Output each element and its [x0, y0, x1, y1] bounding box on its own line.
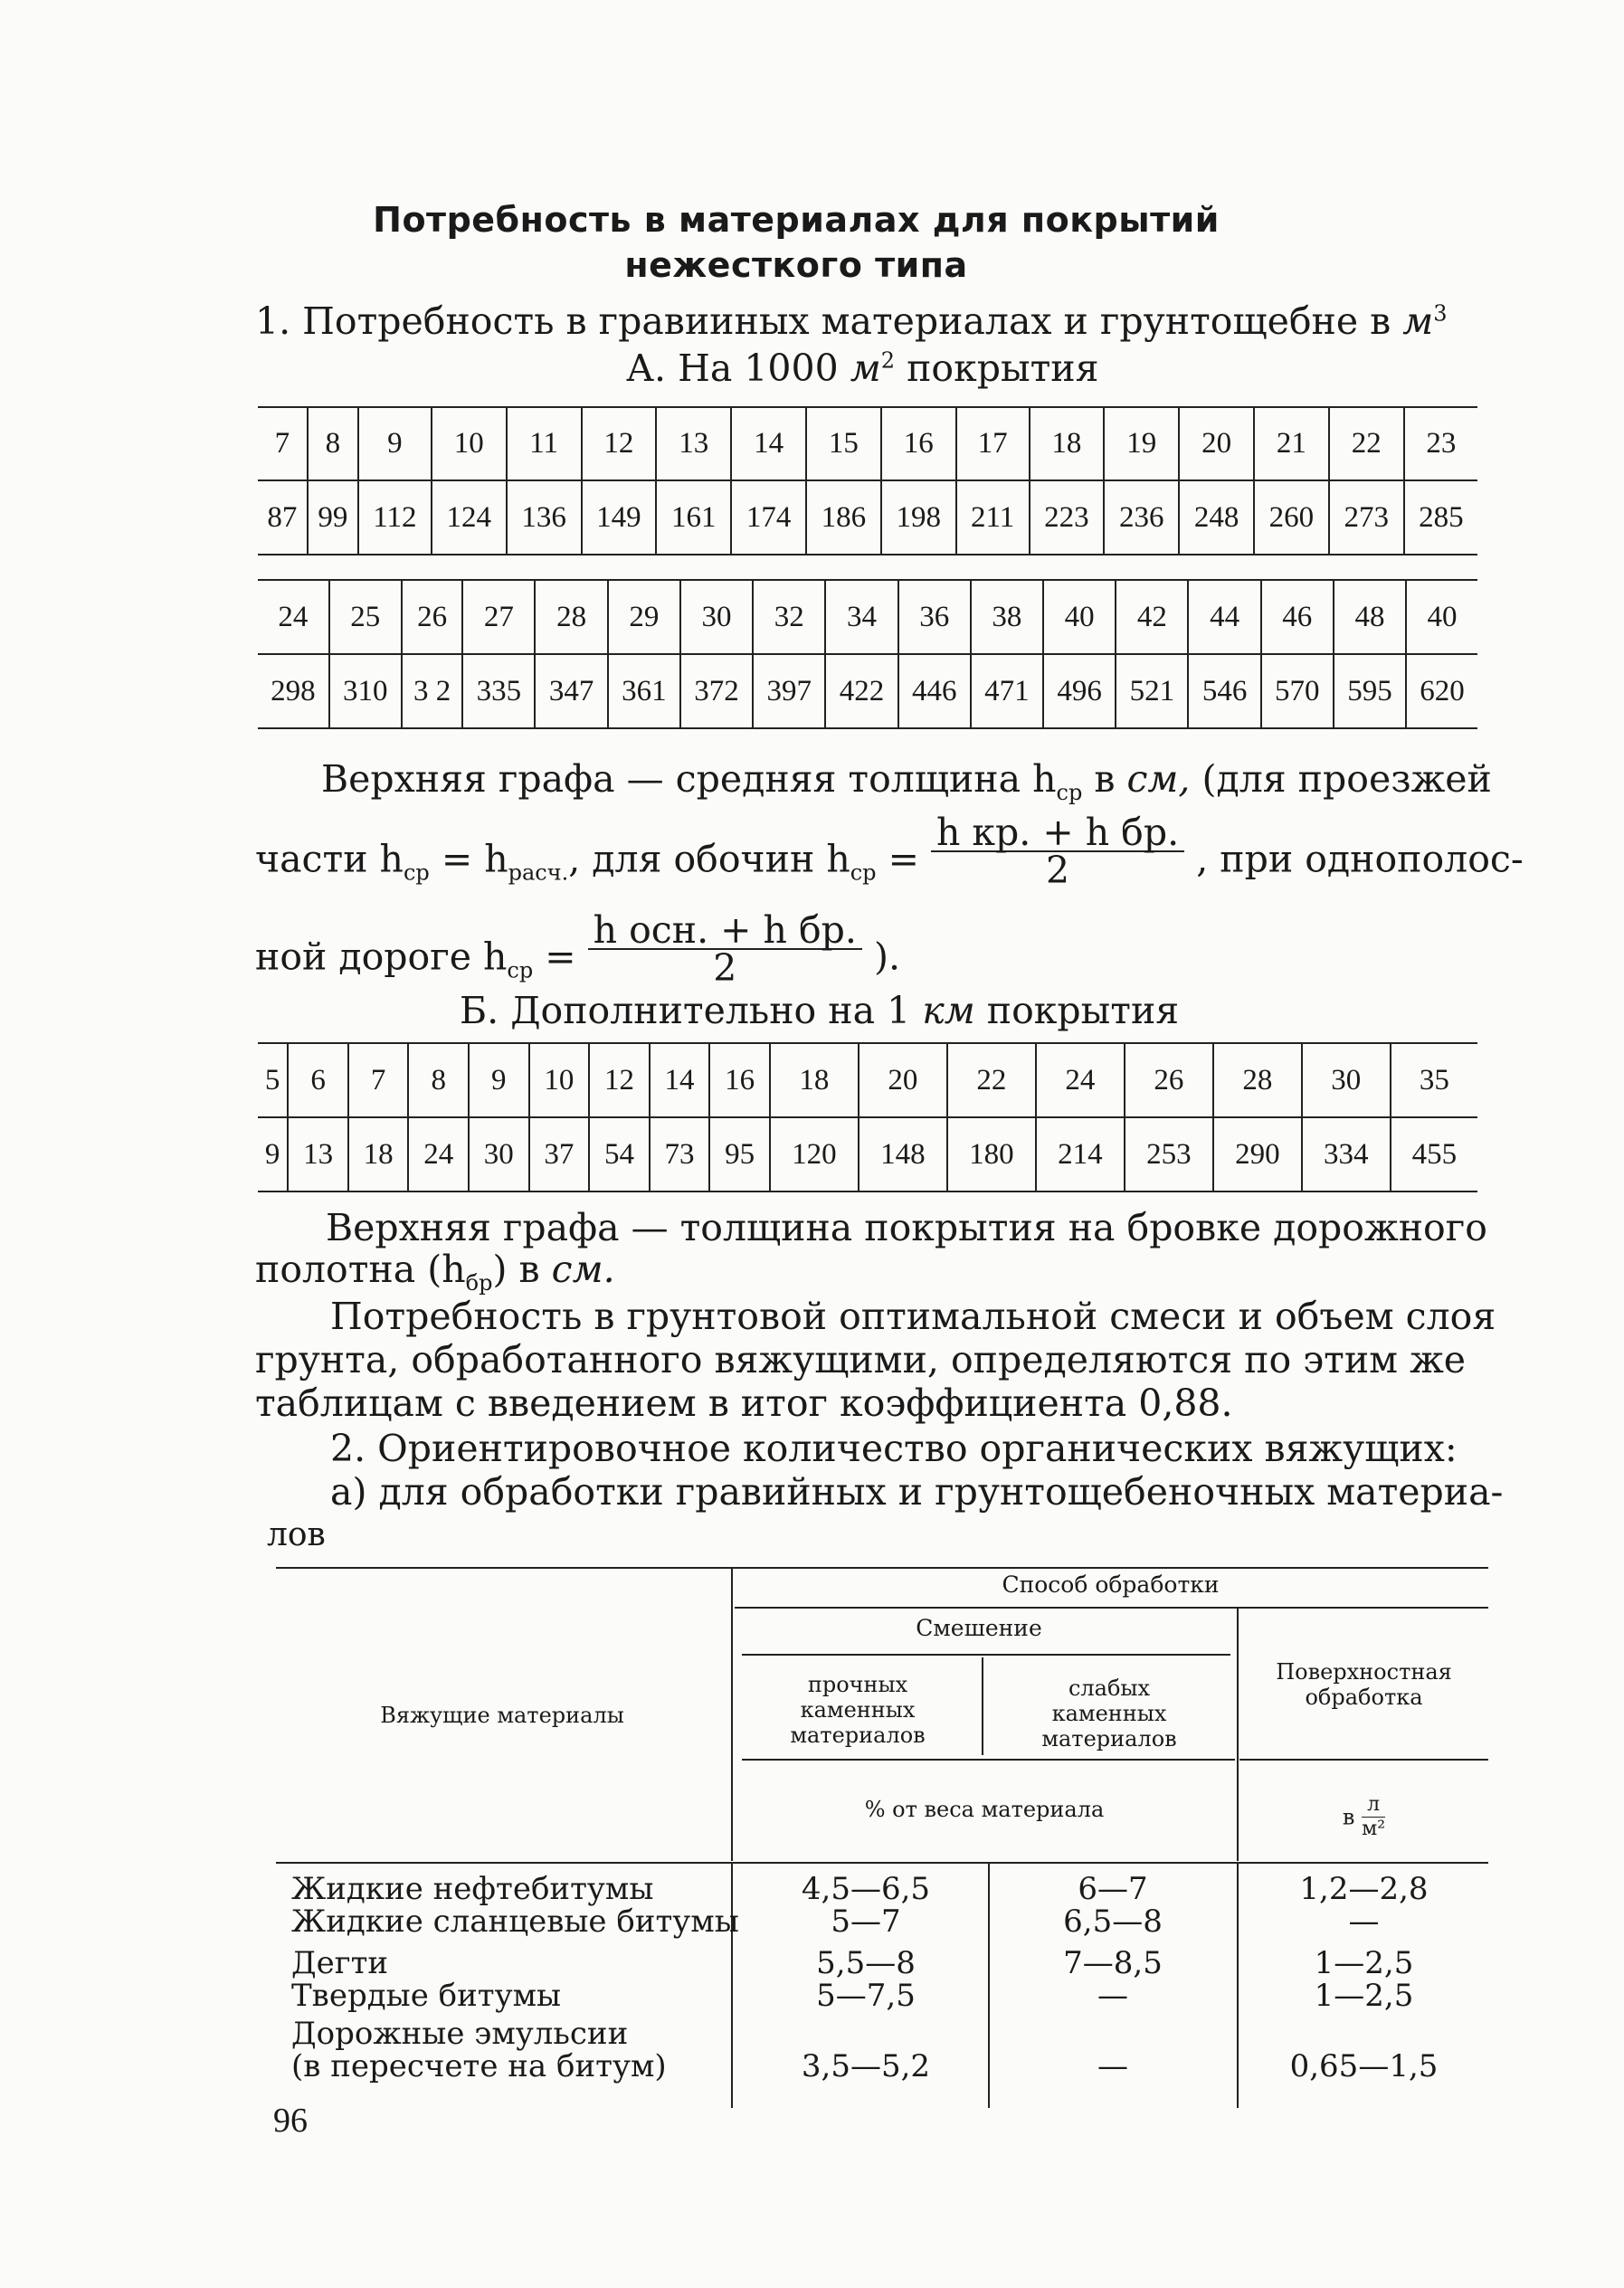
- table-a2-cell: 25: [329, 581, 402, 654]
- table-a1-cell: 198: [881, 480, 956, 554]
- table-b-cell: 8: [408, 1044, 469, 1117]
- title-line-2: нежесткого типа: [624, 245, 968, 285]
- table-a2-row-top: [258, 581, 1477, 654]
- table-a1-cell: 23: [1404, 407, 1477, 480]
- header-weak-stone: слабых каменных материалов: [1041, 1676, 1177, 1752]
- table-a1-cell: 12: [582, 407, 657, 480]
- unit-percent: % от веса материала: [864, 1797, 1105, 1822]
- table-a2-cell: 34: [825, 581, 897, 654]
- table-b-cell: 35: [1391, 1044, 1477, 1117]
- table-a2-cell: 335: [462, 654, 535, 727]
- binder-weak-value: —: [1097, 1978, 1128, 2014]
- title-line-1: Потребность в материалах для покрытий: [373, 200, 1220, 240]
- table-a1-cell: 186: [806, 480, 881, 554]
- table-a2-cell: 27: [462, 581, 535, 654]
- table-b-cell: 18: [348, 1117, 409, 1191]
- binder-surface-value: 0,65—1,5: [1289, 2048, 1439, 2084]
- table-a2-cell: 36: [898, 581, 971, 654]
- table-a2-cell: 620: [1406, 654, 1477, 727]
- table-b-cell: 290: [1213, 1117, 1302, 1191]
- table-a1-cell: 161: [656, 480, 731, 554]
- table-a2-cell: 446: [898, 654, 971, 727]
- table-b-cell: 6: [288, 1044, 348, 1117]
- table-b-cell: 73: [650, 1117, 710, 1191]
- table-b-cell: 334: [1302, 1117, 1391, 1191]
- table-b-cell: 9: [469, 1044, 529, 1117]
- subsection-a-heading: А. На 1000 $м^2$ покрытия: [626, 347, 1099, 390]
- table-a2-cell: 48: [1334, 581, 1406, 654]
- table-a2-cell: 40: [1406, 581, 1477, 654]
- section2-item-a-line-1: а) для обработки гравийных и грунтощебеночных материа-: [330, 1470, 1504, 1514]
- table-a2-cell: 471: [971, 654, 1043, 727]
- table-b-cell: 16: [709, 1044, 770, 1117]
- table-a2-cell: 24: [258, 581, 329, 654]
- table-a2-cell: 40: [1043, 581, 1116, 654]
- header-binders: Вяжущие материалы: [380, 1703, 624, 1728]
- table-a1-cell: 260: [1254, 480, 1329, 554]
- table-a2-cell: 29: [608, 581, 680, 654]
- header-surface-treatment: Поверхностная обработка: [1276, 1659, 1452, 1710]
- table-a1-cell: 87: [267, 500, 298, 534]
- table-b-cell: 12: [589, 1044, 650, 1117]
- table-a1-cell: 124: [432, 480, 507, 554]
- table-a1-cell: 14: [731, 407, 806, 480]
- table-b-cell: 14: [650, 1044, 710, 1117]
- section1-heading: 1. Потребность в гравииных материалах и грунтощебне в $м^3$: [255, 299, 1448, 343]
- table-b-cell: 24: [1036, 1044, 1125, 1117]
- table-b-cell: 37: [529, 1117, 590, 1191]
- table-a2-cell: 38: [971, 581, 1043, 654]
- binder-strong-value: 5—7: [831, 1904, 901, 1940]
- table-a1-cell: 8: [308, 407, 358, 480]
- table-a1-cell: 211: [956, 480, 1030, 554]
- table-b-row-top: [258, 1044, 1477, 1117]
- table-a1-cell: 7: [258, 407, 308, 480]
- page-number: 96: [273, 2102, 308, 2140]
- table-a1-cell: 223: [1030, 480, 1105, 554]
- table-b-cell: 180: [947, 1117, 1036, 1191]
- header-mixing: Смешение: [916, 1615, 1042, 1641]
- table-b-cell: 26: [1125, 1044, 1213, 1117]
- table-a2-cell: 397: [753, 654, 825, 727]
- header-method: Способ обработки: [1002, 1571, 1220, 1598]
- table-b-cell: 9: [264, 1137, 280, 1171]
- table-b: [258, 1044, 1477, 1191]
- page-title: [271, 197, 1321, 288]
- table-b-cell: 120: [770, 1117, 859, 1191]
- unit-liters-per-m2: в $\frac{л}{\text{м²}}$: [1342, 1793, 1386, 1840]
- table-b-cell: 10: [529, 1044, 590, 1117]
- table-a2-cell: 30: [680, 581, 753, 654]
- binder-weak-value: 7—8,5: [1063, 1945, 1163, 1981]
- table-a1-cell: 11: [507, 407, 582, 480]
- table-b-row-bottom: [258, 1117, 1477, 1191]
- table-a1-cell: 17: [956, 407, 1030, 480]
- table-a1-cell: 9: [358, 407, 432, 480]
- binder-surface-value: 1—2,5: [1314, 1945, 1414, 1981]
- table-b-cell: 22: [947, 1044, 1036, 1117]
- table-a2-cell: 32: [753, 581, 825, 654]
- table-a1-row-bottom: [258, 480, 1477, 554]
- table-b-cell: 20: [859, 1044, 947, 1117]
- binder-strong-value: 4,5—6,5: [801, 1871, 931, 1907]
- paragraph-line-3: таблицам с введением в итог коэффициента 0,88.: [255, 1381, 1233, 1425]
- table-a2-cell: 26: [402, 581, 462, 654]
- table-a2-cell: 3 2: [402, 654, 462, 727]
- note-a-line-1: Верхняя графа — средняя толщина $h_{ср}$ в см, (для проезжей: [321, 757, 1492, 806]
- note-a-line-3: ной дороге $h_{ср}$ = $\frac{\text{h осн. + h бр.}}{2}$ ).: [255, 908, 901, 990]
- table-a1-cell: 18: [1030, 407, 1105, 480]
- table-a1-cell: 136: [507, 480, 582, 554]
- binder-weak-value: —: [1097, 2048, 1128, 2084]
- header-strong-stone: прочных каменных материалов: [790, 1672, 926, 1748]
- table-a1-cell: 248: [1179, 480, 1254, 554]
- binder-strong-value: 5—7,5: [816, 1978, 916, 2014]
- table-a2-cell: 570: [1261, 654, 1334, 727]
- binder-name: Твердые битумы: [291, 1978, 562, 2014]
- table-a1-row-top: [258, 407, 1477, 480]
- table-b-cell: 30: [1302, 1044, 1391, 1117]
- table-b-cell: 95: [709, 1117, 770, 1191]
- table-b-cell: 214: [1036, 1117, 1125, 1191]
- table-a1-cell: 273: [1329, 480, 1404, 554]
- table-a1-cell: 15: [806, 407, 881, 480]
- table-b-cell: 24: [408, 1117, 469, 1191]
- section2-heading: 2. Ориентировочное количество органических вяжущих:: [330, 1427, 1458, 1470]
- table-a2-cell: 310: [329, 654, 402, 727]
- binder-weak-value: 6,5—8: [1063, 1904, 1163, 1940]
- table-b-cell: 54: [589, 1117, 650, 1191]
- table-a2-cell: 595: [1334, 654, 1406, 727]
- binder-name: Дорожные эмульсии: [291, 2016, 629, 2052]
- table-b-cell: 13: [288, 1117, 348, 1191]
- table-a1-cell: 19: [1104, 407, 1179, 480]
- paragraph-line-1: Потребность в грунтовой оптимальной смеси и объем слоя: [330, 1295, 1496, 1338]
- paragraph-line-2: грунта, обработанного вяжущими, определяются по этим же: [255, 1338, 1467, 1381]
- note-b-line-1: Верхняя графа — толщина покрытия на бровке дорожного: [326, 1206, 1487, 1249]
- binder-surface-value: 1,2—2,8: [1299, 1871, 1429, 1907]
- table-a2-cell: 372: [680, 654, 753, 727]
- table-a2-cell: 42: [1116, 581, 1188, 654]
- table-a2-cell: 46: [1261, 581, 1334, 654]
- binder-surface-value: 1—2,5: [1314, 1978, 1414, 2014]
- table-a2-cell: 361: [608, 654, 680, 727]
- binder-strong-value: 5,5—8: [816, 1945, 916, 1981]
- table-a1-cell: 22: [1329, 407, 1404, 480]
- table-a2-cell: 298: [271, 674, 316, 707]
- table-a1-cell: 20: [1179, 407, 1254, 480]
- fraction-shoulder: $\frac{\text{h кр. + h бр.}}{2}$: [931, 814, 1184, 888]
- table-b-cell: 18: [770, 1044, 859, 1117]
- table-b-cell: 253: [1125, 1117, 1213, 1191]
- section2-item-a-line-2: лов: [267, 1516, 326, 1553]
- table-b-cell: 7: [348, 1044, 409, 1117]
- binder-weak-value: 6—7: [1078, 1871, 1148, 1907]
- table-a2-cell: 422: [825, 654, 897, 727]
- table-a1: [258, 407, 1477, 554]
- table-a2-cell: 28: [535, 581, 607, 654]
- table-a2-cell: 546: [1188, 654, 1260, 727]
- table-a1-cell: 285: [1404, 480, 1477, 554]
- binder-name: Дегти: [291, 1945, 389, 1981]
- table-a2-cell: 496: [1043, 654, 1116, 727]
- binder-name: Жидкие нефтебитумы: [291, 1871, 654, 1907]
- binder-strong-value: 3,5—5,2: [801, 2048, 931, 2084]
- note-b-line-2: полотна $(h_{бр})$ в см.: [255, 1248, 615, 1296]
- table-a1-cell: 236: [1104, 480, 1179, 554]
- table-a1-cell: 99: [308, 480, 358, 554]
- table-b-cell: 455: [1391, 1117, 1477, 1191]
- table-b-cell: 5: [258, 1044, 288, 1117]
- table-a2: [258, 581, 1477, 727]
- note-a-line-2: части $h_{ср} = h_{расч.}$, для обочин $h_{ср}$ = $\frac{\text{h кр. + h бр.}}{2}$ , при однополос-: [255, 811, 1524, 892]
- table-a1-cell: 10: [432, 407, 507, 480]
- fraction-single-lane: $\frac{\text{h осн. + h бр.}}{2}$: [588, 912, 862, 986]
- table-a1-cell: 16: [881, 407, 956, 480]
- table-b-cell: 28: [1213, 1044, 1302, 1117]
- table-a1-cell: 174: [731, 480, 806, 554]
- table-a2-cell: 521: [1116, 654, 1188, 727]
- binder-surface-value: —: [1348, 1904, 1380, 1940]
- table-a2-cell: 44: [1188, 581, 1260, 654]
- binder-name: Жидкие сланцевые битумы: [291, 1904, 739, 1940]
- table-a1-cell: 13: [656, 407, 731, 480]
- table-a1-cell: 149: [582, 480, 657, 554]
- table-a1-cell: 21: [1254, 407, 1329, 480]
- binder-name: (в пересчете на битум): [291, 2048, 667, 2084]
- subsection-b-heading: Б. Дополнительно на 1 км покрытия: [460, 989, 1180, 1032]
- table-a2-row-bottom: [258, 654, 1477, 727]
- table-b-cell: 148: [859, 1117, 947, 1191]
- table-a2-cell: 347: [535, 654, 607, 727]
- table-a1-cell: 112: [358, 480, 432, 554]
- table-b-cell: 30: [469, 1117, 529, 1191]
